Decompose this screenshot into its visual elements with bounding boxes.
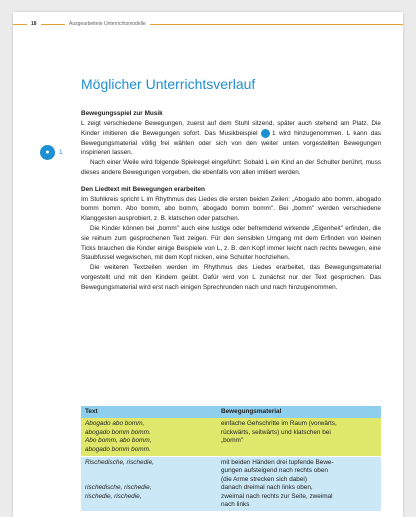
page-number: 18 (27, 19, 41, 29)
paragraph: Nach einer Weile wird folgende Spielregel eingeführt: Sobald L ein Kind an der Schulter berührt, muss dieses andere Bewegungen vorgeben, die ebenfalls von allen imitiert werden. (81, 159, 381, 176)
table-cell-movement: einfache Gehschritte im Raum (vorwärts, rückwärts, seitwärts) und klatschen bei „bomm" (217, 418, 381, 456)
paragraph: Im Stuhlkreis spricht L im Rhythmus des Liedes die ersten beiden Zeilen: „Abogado abo bomm, abogado bomm bomm. Abo bomm, abo bomm, abogado bomm bomm". Bei „bomm" werden verschiedene Klanggesten ausprobiert, z. B. klatschen oder patschen. (81, 195, 381, 223)
table-row (81, 457, 381, 512)
cd-icon (261, 129, 270, 138)
table-header-text: Text (81, 406, 217, 418)
section-heading-bewegungsspiel: Bewegungsspiel zur Musik (81, 110, 163, 117)
table-header-movement: Bewegungsmaterial (217, 406, 381, 418)
paragraph: Die Kinder können bei „bomm" auch eine lustige oder befremdend wirkende „Eigenheit" erfinden, die sie reihum zum gesprochenen Text zeigen. Für den sensiblen Umgang mit dem Erfinden von kleinen Ticks brauchen die Kinder einige Beispiele von L, z. B. den Kopf immer leicht nach rechts bewegen, eine Staubfussel wegwischen, mit dem Kopf nicken, eine Schulter hochziehen. (81, 224, 381, 262)
lyrics-movement-table (81, 406, 381, 511)
chapter-title: Möglicher Unterrichtsverlauf (81, 76, 256, 92)
body-text (81, 109, 381, 293)
cd-icon: ● (40, 145, 55, 160)
book-page (13, 12, 403, 517)
paragraph (81, 119, 381, 158)
paragraph: Die weiteren Textzeilen werden im Rhythmus des Liedes erarbeitet, das Bewegungsmaterial vorgestellt und mit den Kindern geübt. Dafür wird von L zunächst nur der Text gesprochen. Das Bewegungsmaterial wird erst nach einigen Sprechrunden nach und nach hinzugenommen. (81, 264, 381, 291)
table-cell-text: Rischedische, rischedie, rischedische, rischedie, rischedie, rischedie, (81, 457, 217, 512)
cd-track-marker (40, 145, 82, 161)
running-title: Ausgearbeitete Unterrichtsmodelle (65, 19, 150, 29)
cd-track-number: 1 (59, 149, 63, 156)
paragraph-text: L zeigt verschiedene Bewegungen, zuerst auf dem Stuhl sitzend, später auch stehend am Platz. Die Kinder imitieren die Bewegungen sofort. Das Musikbeispiel (81, 119, 381, 137)
paragraph-text: 1 wird hinzugenommen. L kann das Bewegungsmaterial völlig frei wählen oder sich von den weiter unten vorgestellten Bewegungen inspirieren lassen. (81, 129, 381, 157)
table-row (81, 418, 381, 456)
section-heading-liedtext: Den Liedtext mit Bewegungen erarbeiten (81, 185, 205, 193)
table-cell-movement: mit beiden Händen drei tupfende Bewe- gungen aufsteigend nach rechts oben (die Arme strecken sich dabei) danach dreimal nach links oben, zweimal nach rechts zur Seite, zweimal nach links (217, 457, 381, 512)
table-cell-text: Abogado abo bomm, abogado bomm bomm. Abo bomm, abo bomm, abogado bomm bomm. (81, 418, 217, 456)
